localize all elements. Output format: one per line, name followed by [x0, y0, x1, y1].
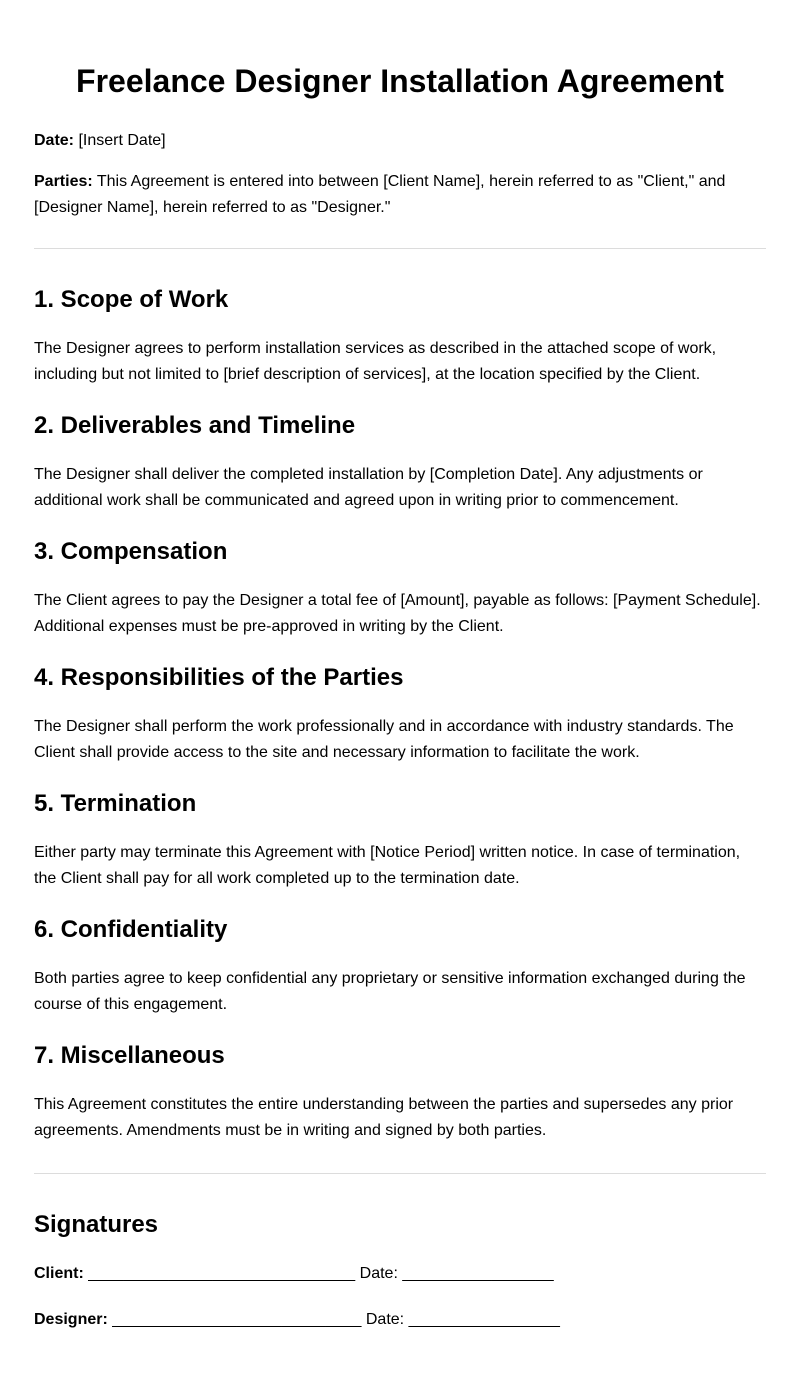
parties-text: This Agreement is entered into between [Client Name], herein referred to as "Client," and [Designer Name], herein referred to as "Designer.": [34, 173, 726, 216]
section-confidentiality: [34, 915, 766, 1017]
section-heading: 7. Miscellaneous: [34, 1042, 225, 1069]
section-body: Either party may terminate this Agreement with [Notice Period] written notice. In case of termination, the Client shall pay for all work completed up to the termination date.: [34, 844, 741, 887]
top-divider: [34, 248, 766, 249]
client-signature-line: [34, 1263, 766, 1285]
designer-signature-line: [34, 1309, 766, 1331]
section-responsibilities: [34, 663, 766, 765]
date-line: [34, 128, 766, 154]
section-heading: 4. Responsibilities of the Parties: [34, 664, 404, 691]
client-date-label: Date:: [359, 1265, 398, 1282]
designer-label: Designer:: [34, 1311, 108, 1328]
section-heading: 2. Deliverables and Timeline: [34, 412, 356, 439]
section-body: The Designer shall deliver the completed installation by [Completion Date]. Any adjustments or additional work shall be communicated and agreed upon in writing prior to commencement.: [34, 466, 703, 509]
client-date-blank: _________________: [402, 1265, 554, 1282]
section-body: The Designer shall perform the work professionally and in accordance with industry standards. The Client shall provide access to the site and necessary information to facilitate the work.: [34, 718, 734, 761]
section-heading: 6. Confidentiality: [34, 916, 228, 943]
bottom-divider: [34, 1173, 766, 1174]
section-deliverables-timeline: [34, 411, 766, 513]
designer-date-blank: _________________: [408, 1311, 560, 1328]
section-body: Both parties agree to keep confidential any proprietary or sensitive information exchanged during the course of this engagement.: [34, 970, 746, 1013]
section-heading: 3. Compensation: [34, 538, 228, 565]
section-termination: [34, 789, 766, 891]
section-miscellaneous: [34, 1041, 766, 1143]
section-body: The Client agrees to pay the Designer a total fee of [Amount], payable as follows: [Payment Schedule]. Additional expenses must be pre-approved in writing by the Client.: [34, 592, 761, 635]
parties-paragraph: [34, 169, 766, 220]
client-signature-blank: ______________________________: [88, 1265, 356, 1282]
designer-signature-blank: ____________________________: [112, 1311, 362, 1328]
date-label: Date:: [34, 132, 75, 149]
signatures-block: [34, 1210, 766, 1331]
section-heading: 5. Termination: [34, 790, 197, 817]
designer-date-label: Date:: [365, 1311, 405, 1328]
document-title: Freelance Designer Installation Agreement: [76, 63, 724, 99]
section-compensation: [34, 537, 766, 639]
section-scope-of-work: [34, 285, 766, 387]
section-body: The Designer agrees to perform installation services as described in the attached scope of work, including but not limited to [brief description of services], at the location specified by the Client.: [34, 340, 717, 383]
section-body: This Agreement constitutes the entire understanding between the parties and supersedes any prior agreements. Amendments must be in writing and signed by both parties.: [34, 1096, 734, 1139]
parties-label: Parties:: [34, 173, 93, 190]
section-heading: 1. Scope of Work: [34, 286, 229, 313]
signatures-heading: Signatures: [34, 1211, 159, 1238]
date-value: [Insert Date]: [78, 132, 166, 149]
client-label: Client:: [34, 1265, 84, 1282]
